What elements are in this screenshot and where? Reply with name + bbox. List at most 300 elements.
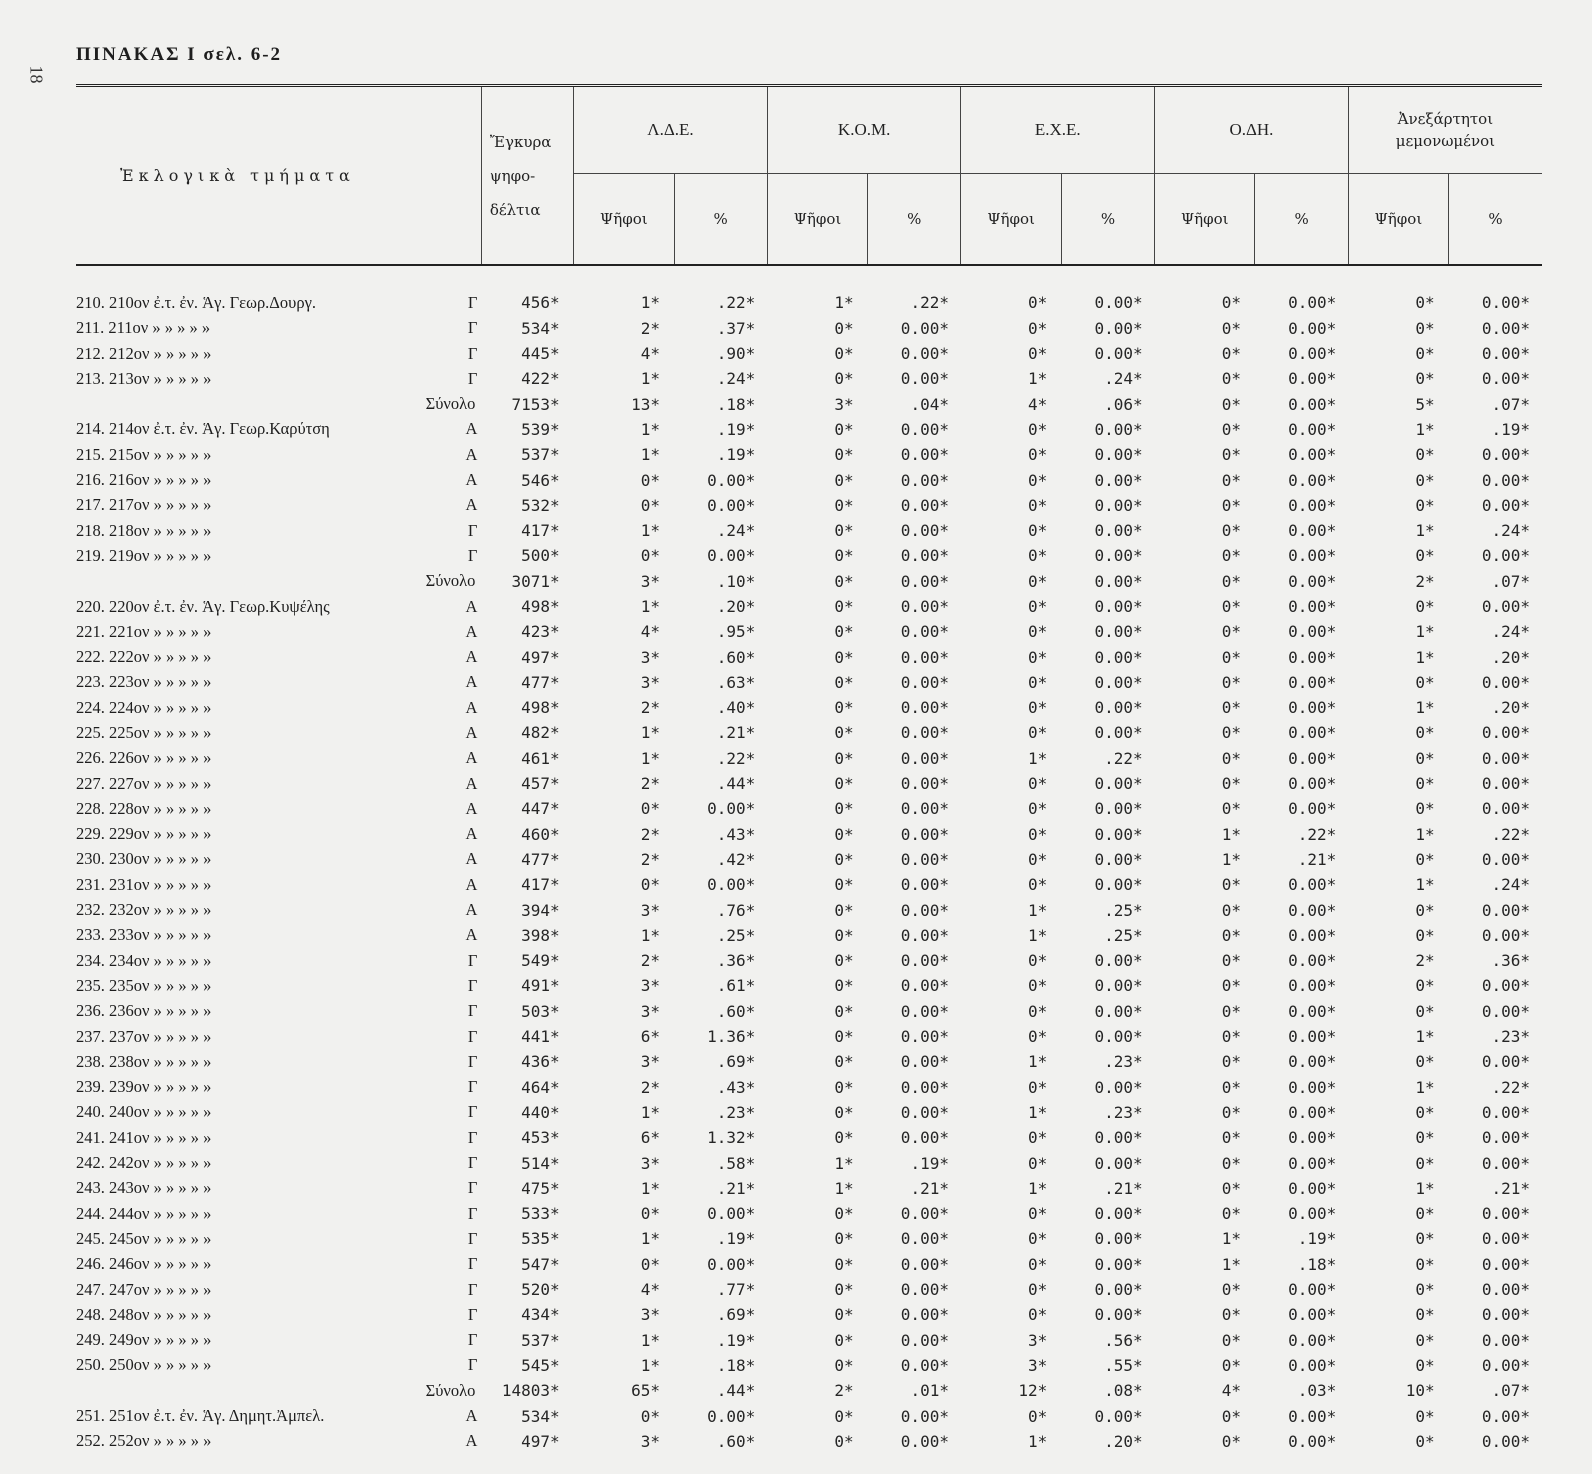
valid-ballots-cell: 514* <box>521 1153 560 1173</box>
votes-cell: 13* <box>631 394 660 414</box>
section-label-cell <box>76 720 481 745</box>
section-label: 217. 217ον » » » » » <box>76 495 212 515</box>
section-label-cell <box>76 518 481 543</box>
percent-cell: 0.00* <box>1481 1254 1530 1274</box>
section-category: Α <box>465 444 478 464</box>
votes-cell: 0* <box>1221 1406 1241 1426</box>
table-body <box>76 265 1542 1454</box>
votes-cell: 0* <box>1221 1128 1241 1148</box>
votes-cell: 0* <box>834 1229 854 1249</box>
subtotal-label: Σύνολο <box>425 394 476 414</box>
section-label-cell <box>76 1429 481 1454</box>
percent-cell: 0.00* <box>1288 318 1337 338</box>
votes-cell: 0* <box>1221 976 1241 996</box>
percent-cell: 0.00* <box>900 470 949 490</box>
percent-cell: 0.00* <box>707 1254 756 1274</box>
table-row <box>76 518 1542 543</box>
votes-cell: 0* <box>834 495 854 515</box>
votes-cell: 0* <box>1415 1406 1435 1426</box>
valid-ballots-cell: 417* <box>521 875 560 895</box>
percent-cell: 0.00* <box>900 546 949 566</box>
votes-cell: 3* <box>640 1153 660 1173</box>
percent-cell: 0.00* <box>1094 951 1143 971</box>
votes-cell: 0* <box>1028 293 1048 313</box>
votes-cell: 0* <box>1415 672 1435 692</box>
votes-header: Ψῆφοι <box>574 174 674 266</box>
subtotal-row <box>76 569 1542 594</box>
percent-cell: 0.00* <box>1288 521 1337 541</box>
valid-ballots-cell: 441* <box>521 1027 560 1047</box>
percent-cell: .55* <box>1104 1355 1143 1375</box>
percent-cell: .44* <box>716 1381 756 1401</box>
section-category: Γ <box>467 1203 478 1223</box>
votes-cell: 1* <box>640 1102 660 1122</box>
percent-cell: .24* <box>1104 369 1143 389</box>
percent-cell: .21* <box>1491 1178 1530 1198</box>
table-row <box>76 1125 1542 1150</box>
percent-cell: 0.00* <box>1288 293 1337 313</box>
valid-ballots-cell: 7153* <box>511 394 560 414</box>
votes-cell: 0* <box>1221 1052 1241 1072</box>
votes-cell: 1* <box>1415 1077 1435 1097</box>
percent-cell: 0.00* <box>707 875 756 895</box>
section-label-cell <box>76 594 481 619</box>
votes-cell: 0* <box>1415 925 1435 945</box>
section-category: Α <box>465 798 478 818</box>
votes-cell: 3* <box>640 672 660 692</box>
section-category: Γ <box>467 1279 478 1299</box>
votes-cell: 0* <box>834 445 854 465</box>
votes-cell: 1* <box>1221 824 1241 844</box>
valid-ballots-cell: 532* <box>521 495 560 515</box>
table-row <box>76 493 1542 518</box>
votes-cell: 0* <box>1415 1153 1435 1173</box>
valid-ballots-cell: 434* <box>521 1305 560 1325</box>
table-title: ΠΙΝΑΚΑΣ Ι σελ. 6-2 <box>76 44 283 65</box>
percent-cell: .22* <box>910 293 949 313</box>
percent-cell: 0.00* <box>1481 672 1530 692</box>
section-label: 231. 231ον » » » » » <box>76 874 212 894</box>
votes-cell: 0* <box>1415 293 1435 313</box>
percent-cell: 0.00* <box>1094 1077 1143 1097</box>
votes-cell: 0* <box>834 1280 854 1300</box>
percent-cell: 0.00* <box>1481 470 1530 490</box>
valid-ballots-cell: 447* <box>521 799 560 819</box>
percent-cell: 0.00* <box>1481 1052 1530 1072</box>
votes-cell: 4* <box>640 344 660 364</box>
valid-ballots-cell: 500* <box>521 546 560 566</box>
votes-cell: 0* <box>1221 445 1241 465</box>
percent-cell: .25* <box>716 925 756 945</box>
side-page-number: 18 <box>26 65 47 84</box>
votes-cell: 0* <box>1028 1305 1048 1325</box>
section-category: Γ <box>467 950 478 970</box>
votes-cell: 1* <box>640 597 660 616</box>
votes-cell: 1* <box>1415 622 1435 642</box>
table-row <box>76 1024 1542 1049</box>
votes-cell: 0* <box>1415 1052 1435 1072</box>
table-row <box>76 594 1542 619</box>
percent-cell: 0.00* <box>1288 419 1337 439</box>
percent-cell: 0.00* <box>900 622 949 642</box>
table-row <box>76 1327 1542 1352</box>
votes-cell: 2* <box>640 318 660 338</box>
votes-cell: 0* <box>1028 824 1048 844</box>
percent-cell: .58* <box>716 1153 756 1173</box>
votes-cell: 3* <box>640 647 660 667</box>
votes-cell: 0* <box>834 1204 854 1224</box>
section-category: Α <box>465 849 478 869</box>
percent-cell: 0.00* <box>900 1001 949 1021</box>
votes-cell: 0* <box>1415 1355 1435 1375</box>
table-row <box>76 822 1542 847</box>
subtotal-label: Σύνολο <box>425 571 476 591</box>
votes-cell: 3* <box>640 976 660 996</box>
table-row <box>76 948 1542 973</box>
section-label-cell <box>76 670 481 695</box>
percent-cell: 0.00* <box>1288 900 1337 920</box>
votes-cell: 1* <box>1028 748 1048 768</box>
percent-cell: 0.00* <box>1094 875 1143 895</box>
percent-cell: 0.00* <box>1288 647 1337 667</box>
section-label-cell <box>76 923 481 948</box>
section-category: Γ <box>467 1026 478 1046</box>
section-label-cell <box>76 417 481 442</box>
votes-cell: 3* <box>1028 1330 1048 1350</box>
section-label-cell <box>76 1049 481 1074</box>
percent-cell: 0.00* <box>1288 1153 1337 1173</box>
section-label-cell <box>76 316 481 341</box>
percent-cell: .90* <box>716 344 756 364</box>
percent-cell: 0.00* <box>1094 799 1143 819</box>
percent-cell: 0.00* <box>1094 774 1143 794</box>
votes-cell: 0* <box>1415 470 1435 490</box>
votes-cell: 0* <box>1028 1229 1048 1249</box>
votes-cell: 0* <box>834 976 854 996</box>
votes-cell: 0* <box>834 1355 854 1375</box>
table-row <box>76 1302 1542 1327</box>
votes-cell: 0* <box>1221 672 1241 692</box>
votes-cell: 0* <box>1028 622 1048 642</box>
votes-cell: 0* <box>640 799 660 819</box>
percent-cell: 0.00* <box>900 1102 949 1122</box>
percent-cell: 0.00* <box>900 875 949 895</box>
section-label: 240. 240ον » » » » » <box>76 1102 212 1122</box>
percent-cell: .07* <box>1491 571 1530 591</box>
section-label-cell <box>76 1302 481 1327</box>
percent-cell: 0.00* <box>1288 597 1337 616</box>
section-category: Γ <box>467 545 478 565</box>
section-label-cell <box>76 1403 481 1428</box>
section-label-cell <box>76 1075 481 1100</box>
section-category: Γ <box>467 292 478 312</box>
votes-cell: 0* <box>1415 748 1435 768</box>
votes-cell: 0* <box>1028 976 1048 996</box>
votes-cell: 0* <box>834 774 854 794</box>
votes-cell: 0* <box>1028 344 1048 364</box>
section-label-cell <box>76 290 481 315</box>
percent-cell: .19* <box>716 445 756 465</box>
valid-ballots-cell: 456* <box>521 293 560 313</box>
percent-cell: .03* <box>1297 1381 1337 1401</box>
percent-cell: .95* <box>716 622 756 642</box>
section-label-cell <box>76 644 481 669</box>
table-row <box>76 923 1542 948</box>
percent-cell: 0.00* <box>1288 1052 1337 1072</box>
section-label-cell <box>76 366 481 391</box>
percent-cell: 0.00* <box>1094 698 1143 718</box>
percent-cell: 0.00* <box>1288 1077 1337 1097</box>
table-row <box>76 796 1542 821</box>
valid-ballots-cell: 460* <box>521 824 560 844</box>
valid-ballots-cell: 498* <box>521 597 560 616</box>
section-label-cell <box>76 442 481 467</box>
table-row <box>76 1353 1542 1378</box>
votes-cell: 0* <box>1028 672 1048 692</box>
votes-cell: 0* <box>834 698 854 718</box>
votes-cell: 1* <box>1028 369 1048 389</box>
percent-cell: 0.00* <box>1481 774 1530 794</box>
votes-cell: 0* <box>1221 1280 1241 1300</box>
votes-cell: 0* <box>834 799 854 819</box>
votes-cell: 0* <box>834 1406 854 1426</box>
section-label: 210. 210ον ἐ.τ. ἐν. Ἁγ. Γεωρ.Δουργ. <box>76 292 316 312</box>
votes-cell: 0* <box>1221 293 1241 313</box>
percent-cell: .20* <box>1491 647 1530 667</box>
percent-cell: 0.00* <box>1481 1153 1530 1173</box>
percent-cell: .37* <box>716 318 756 338</box>
table-row <box>76 847 1542 872</box>
percent-cell: 0.00* <box>707 546 756 566</box>
votes-cell: 0* <box>1415 1001 1435 1021</box>
votes-cell: 0* <box>1415 900 1435 920</box>
votes-cell: 3* <box>640 1052 660 1072</box>
percent-cell: .23* <box>1491 1027 1530 1047</box>
votes-cell: 1* <box>640 748 660 768</box>
votes-cell: 0* <box>834 849 854 869</box>
table-row <box>76 619 1542 644</box>
percent-cell: 0.00* <box>1288 672 1337 692</box>
percent-cell: .25* <box>1104 900 1143 920</box>
section-category: Α <box>465 621 478 641</box>
votes-cell: 0* <box>834 1128 854 1148</box>
votes-cell: 1* <box>640 521 660 541</box>
votes-cell: 0* <box>1221 546 1241 566</box>
votes-cell: 1* <box>1221 1229 1241 1249</box>
votes-cell: 0* <box>1415 1229 1435 1249</box>
votes-cell: 0* <box>834 1431 854 1451</box>
percent-cell: .22* <box>716 748 756 768</box>
votes-header: Ψῆφοι <box>767 174 867 266</box>
table-row <box>76 417 1542 442</box>
percent-cell: 0.00* <box>707 1406 756 1426</box>
votes-cell: 0* <box>1028 1406 1048 1426</box>
votes-cell: 3* <box>640 1305 660 1325</box>
votes-cell: 1* <box>1028 1431 1048 1451</box>
percent-cell: 0.00* <box>1481 925 1530 945</box>
percent-cell: 0.00* <box>1288 495 1337 515</box>
table-row <box>76 746 1542 771</box>
percent-cell: .22* <box>1104 748 1143 768</box>
section-category: Α <box>465 470 478 490</box>
votes-cell: 3* <box>640 1001 660 1021</box>
votes-cell: 0* <box>1221 1001 1241 1021</box>
votes-cell: 0* <box>1028 470 1048 490</box>
section-label-cell <box>76 1125 481 1150</box>
section-label: 216. 216ον » » » » » <box>76 470 212 490</box>
percent-cell: .19* <box>910 1153 949 1173</box>
percent-cell: 0.00* <box>1288 1027 1337 1047</box>
section-label: 252. 252ον » » » » » <box>76 1431 212 1451</box>
table-row <box>76 366 1542 391</box>
votes-cell: 6* <box>640 1027 660 1047</box>
percent-cell: 0.00* <box>900 849 949 869</box>
section-label-cell <box>76 796 481 821</box>
table-row <box>76 442 1542 467</box>
votes-cell: 0* <box>1415 1102 1435 1122</box>
votes-cell: 0* <box>1221 470 1241 490</box>
votes-cell: 0* <box>1028 799 1048 819</box>
section-category: Α <box>465 824 478 844</box>
percent-cell: 0.00* <box>1094 318 1143 338</box>
percent-cell: .08* <box>1104 1381 1143 1401</box>
percent-cell: 0.00* <box>1481 1204 1530 1224</box>
votes-cell: 0* <box>1415 976 1435 996</box>
subtotal-row <box>76 1378 1542 1403</box>
percent-cell: 0.00* <box>1288 369 1337 389</box>
votes-cell: 1* <box>640 445 660 465</box>
percent-cell: 0.00* <box>900 925 949 945</box>
percent-cell: 0.00* <box>1288 1178 1337 1198</box>
votes-cell: 1* <box>640 925 660 945</box>
section-label-cell <box>76 746 481 771</box>
percent-cell: 0.00* <box>1094 546 1143 566</box>
percent-cell: .60* <box>716 647 756 667</box>
votes-cell: 0* <box>834 1305 854 1325</box>
votes-cell: 0* <box>1221 799 1241 819</box>
section-category: Γ <box>467 520 478 540</box>
percent-cell: 0.00* <box>1094 1001 1143 1021</box>
percent-cell: 0.00* <box>900 1077 949 1097</box>
results-table-wrapper <box>76 84 1542 1454</box>
table-row <box>76 872 1542 897</box>
votes-cell: 0* <box>1415 1128 1435 1148</box>
table-row <box>76 1075 1542 1100</box>
votes-cell: 0* <box>834 1001 854 1021</box>
percent-cell: 0.00* <box>900 495 949 515</box>
votes-cell: 4* <box>640 1280 660 1300</box>
votes-cell: 0* <box>1221 1355 1241 1375</box>
section-label-cell <box>76 897 481 922</box>
percent-cell: 0.00* <box>900 799 949 819</box>
section-label-cell <box>76 1150 481 1175</box>
percent-cell: 0.00* <box>1094 1027 1143 1047</box>
section-label: 226. 226ον » » » » » <box>76 748 212 768</box>
percent-cell: .42* <box>716 849 756 869</box>
votes-cell: 0* <box>640 1406 660 1426</box>
votes-cell: 0* <box>1028 1280 1048 1300</box>
section-label: 243. 243ον » » » » » <box>76 1178 212 1198</box>
section-label: 224. 224ον » » » » » <box>76 697 212 717</box>
votes-cell: 0* <box>1221 723 1241 743</box>
votes-cell: 0* <box>1028 774 1048 794</box>
column-header-valid-ballots <box>481 86 573 266</box>
votes-cell: 0* <box>1221 597 1241 616</box>
section-category: Γ <box>467 1001 478 1021</box>
votes-cell: 1* <box>640 1178 660 1198</box>
percent-cell: 0.00* <box>1288 344 1337 364</box>
votes-cell: 0* <box>1221 394 1241 414</box>
section-category: Γ <box>467 1304 478 1324</box>
valid-header-line-2: ψηφο- <box>489 166 536 185</box>
section-label: 223. 223ον » » » » » <box>76 672 212 692</box>
votes-cell: 0* <box>640 1254 660 1274</box>
votes-cell: 0* <box>1221 1330 1241 1350</box>
votes-cell: 0* <box>1415 495 1435 515</box>
percent-cell: 0.00* <box>900 1254 949 1274</box>
percent-cell: 0.00* <box>900 900 949 920</box>
votes-cell: 0* <box>1028 571 1048 591</box>
percent-cell: 0.00* <box>1288 799 1337 819</box>
votes-header: Ψῆφοι <box>1155 174 1255 266</box>
votes-cell: 0* <box>834 900 854 920</box>
votes-cell: 1* <box>834 1153 854 1173</box>
votes-cell: 3* <box>834 394 854 414</box>
votes-cell: 0* <box>640 495 660 515</box>
percent-cell: 0.00* <box>900 774 949 794</box>
percent-cell: .60* <box>716 1431 756 1451</box>
section-label: 251. 251ον ἐ.τ. ἐν. Ἁγ. Δημητ.Ἀμπελ. <box>76 1406 325 1425</box>
votes-cell: 0* <box>834 419 854 439</box>
valid-ballots-cell: 422* <box>521 369 560 389</box>
percent-cell: 0.00* <box>1481 723 1530 743</box>
section-label-cell <box>76 822 481 847</box>
section-label-cell <box>76 973 481 998</box>
section-category: Γ <box>467 318 478 338</box>
votes-cell: 0* <box>1028 521 1048 541</box>
votes-cell: 0* <box>1028 951 1048 971</box>
votes-cell: 0* <box>1221 1431 1241 1451</box>
votes-cell: 0* <box>1221 622 1241 642</box>
section-category: Α <box>465 900 478 920</box>
votes-cell: 1* <box>640 1229 660 1249</box>
votes-cell: 0* <box>1028 1077 1048 1097</box>
percent-cell: .36* <box>1491 951 1530 971</box>
votes-cell: 2* <box>640 1077 660 1097</box>
results-table <box>76 84 1542 1454</box>
percent-cell: 0.00* <box>900 344 949 364</box>
votes-cell: 0* <box>1221 774 1241 794</box>
votes-cell: 0* <box>834 1077 854 1097</box>
section-label: 237. 237ον » » » » » <box>76 1026 212 1046</box>
votes-cell: 1* <box>640 369 660 389</box>
section-category: Γ <box>467 1127 478 1147</box>
votes-cell: 0* <box>1221 647 1241 667</box>
percent-cell: 0.00* <box>1481 495 1530 515</box>
valid-header-line-3: δέλτια <box>489 200 541 219</box>
percent-cell: 0.00* <box>1094 824 1143 844</box>
percent-cell: .63* <box>716 672 756 692</box>
votes-cell: 0* <box>1028 1204 1048 1224</box>
section-category: Α <box>465 672 478 692</box>
section-category: Γ <box>467 1051 478 1071</box>
table-row <box>76 1201 1542 1226</box>
votes-cell: 0* <box>1028 1001 1048 1021</box>
valid-ballots-cell: 477* <box>521 849 560 869</box>
votes-cell: 3* <box>640 571 660 591</box>
percent-cell: 0.00* <box>1288 875 1337 895</box>
percent-cell: 0.00* <box>1288 470 1337 490</box>
